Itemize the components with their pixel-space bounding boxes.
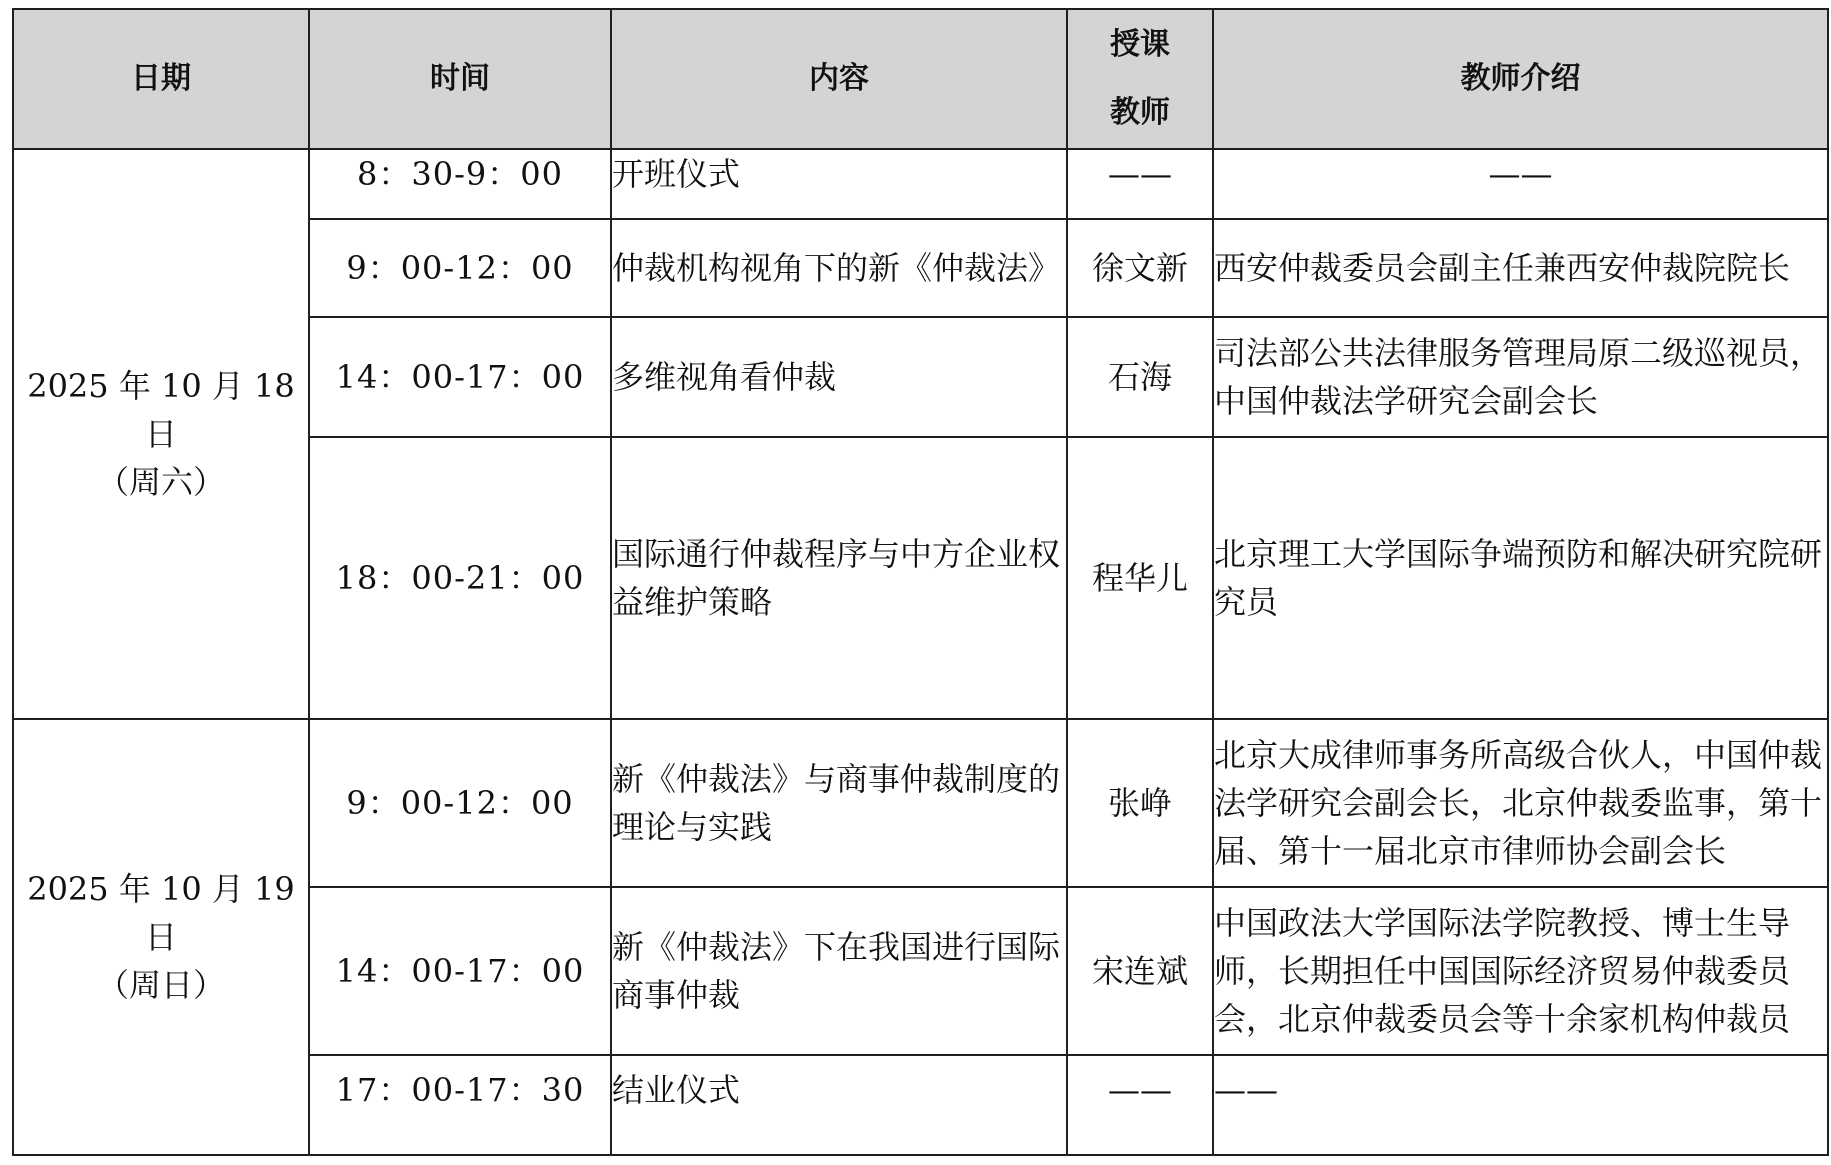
header-teacher-line2: 教师 (1110, 95, 1170, 130)
bio-cell: —— (1213, 149, 1828, 219)
time-cell: 14：00-17：00 (309, 887, 611, 1055)
content-cell: 多维视角看仲裁 (611, 317, 1067, 437)
header-teacher (1067, 9, 1213, 149)
header-teacher-line1: 授课 (1110, 27, 1170, 62)
bio-cell: 司法部公共法律服务管理局原二级巡视员，中国仲裁法学研究会副会长 (1213, 317, 1828, 437)
teacher-cell: —— (1067, 149, 1213, 219)
time-cell: 17：00-17：30 (309, 1055, 611, 1155)
bio-cell: 北京大成律师事务所高级合伙人，中国仲裁法学研究会副会长，北京仲裁委监事，第十届、第十一届北京市律师协会副会长 (1213, 719, 1828, 887)
time-cell: 8：30-9：00 (309, 149, 611, 219)
header-content: 内容 (611, 9, 1067, 149)
teacher-cell: 徐文新 (1067, 219, 1213, 317)
content-cell: 仲裁机构视角下的新《仲裁法》 (611, 219, 1067, 317)
date-text: 2025 年 10 月 19 日 (27, 870, 295, 956)
bio-cell: —— (1213, 1055, 1828, 1155)
content-cell: 新《仲裁法》下在我国进行国际商事仲裁 (611, 887, 1067, 1055)
time-cell: 9：00-12：00 (309, 719, 611, 887)
time-cell: 9：00-12：00 (309, 219, 611, 317)
table-row (13, 149, 1828, 219)
weekday-text: （周日） (96, 966, 225, 1004)
content-cell: 国际通行仲裁程序与中方企业权益维护策略 (611, 437, 1067, 719)
header-bio: 教师介绍 (1213, 9, 1828, 149)
teacher-cell: 石海 (1067, 317, 1213, 437)
teacher-cell: —— (1067, 1055, 1213, 1155)
content-cell: 开班仪式 (611, 149, 1067, 219)
bio-cell: 北京理工大学国际争端预防和解决研究院研究员 (1213, 437, 1828, 719)
teacher-cell: 程华儿 (1067, 437, 1213, 719)
bio-cell: 西安仲裁委员会副主任兼西安仲裁院院长 (1213, 219, 1828, 317)
header-time: 时间 (309, 9, 611, 149)
date-cell-day1 (13, 149, 309, 719)
weekday-text: （周六） (96, 463, 225, 501)
bio-cell: 中国政法大学国际法学院教授、博士生导师，长期担任中国国际经济贸易仲裁委员会，北京仲裁委员会等十余家机构仲裁员 (1213, 887, 1828, 1055)
teacher-cell: 宋连斌 (1067, 887, 1213, 1055)
time-cell: 18：00-21：00 (309, 437, 611, 719)
table-row (13, 719, 1828, 887)
schedule-table (12, 8, 1829, 1156)
teacher-cell: 张峥 (1067, 719, 1213, 887)
header-date: 日期 (13, 9, 309, 149)
table-header-row (13, 9, 1828, 149)
content-cell: 结业仪式 (611, 1055, 1067, 1155)
date-text: 2025 年 10 月 18 日 (27, 367, 295, 453)
date-cell-day2 (13, 719, 309, 1155)
content-cell: 新《仲裁法》与商事仲裁制度的理论与实践 (611, 719, 1067, 887)
time-cell: 14：00-17：00 (309, 317, 611, 437)
